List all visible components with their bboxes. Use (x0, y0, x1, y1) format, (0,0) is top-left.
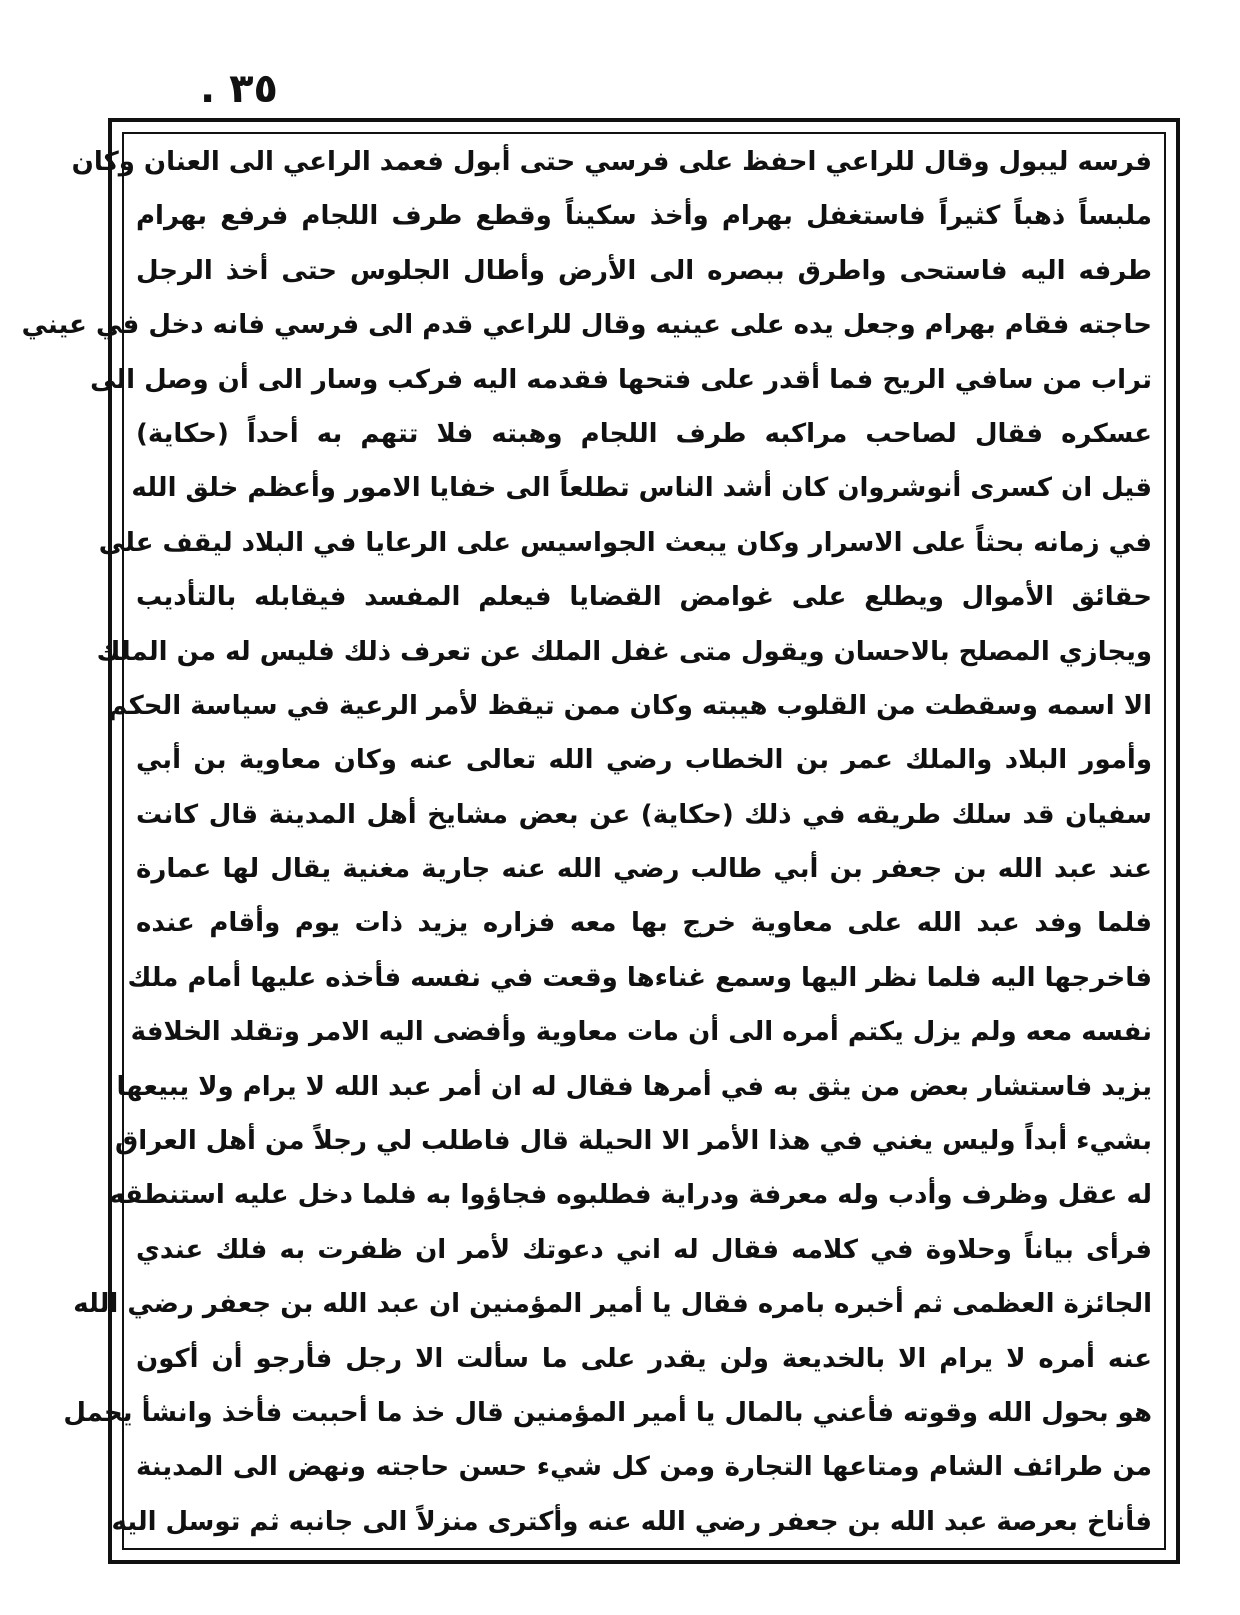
text-line: بشيء أبداً وليس يغني في هذا الأمر الا الحيلة قال فاطلب لي رجلاً من أهل العراق (115, 1126, 1152, 1157)
text-line: عسكره فقال لصاحب مراكبه طرف اللجام وهبته فلا تتهم به أحداً (حكاية) (136, 418, 1152, 449)
text-line: هو بحول الله وقوته فأعني بالمال يا أمير المؤمنين قال خذ ما أحببت فأخذ وانشأ يحمل (63, 1397, 1152, 1428)
text-line: عنه أمره لا يرام الا بالخديعة ولن يقدر على ما سألت الا رجل فأرجو أن أكون (136, 1343, 1152, 1374)
text-line: سفيان قد سلك طريقه في ذلك (حكاية) عن بعض مشايخ أهل المدينة قال كانت (136, 799, 1152, 830)
text-line: من طرائف الشام ومتاعها التجارة ومن كل شيء حسن حاجته ونهض الى المدينة (136, 1452, 1152, 1483)
text-line: فرأى بياناً وحلاوة في كلامه فقال له اني دعوتك لأمر ان ظفرت به فلك عندي (136, 1234, 1152, 1265)
text-line: نفسه معه ولم يزل يكتم أمره الى أن مات معاوية وأفضى اليه الامر وتقلد الخلافة (130, 1017, 1152, 1048)
text-line: فلما وفد عبد الله على معاوية خرج بها معه فزاره يزيد ذات يوم وأقام عنده (136, 908, 1152, 939)
text-line: طرفه اليه فاستحى واطرق ببصره الى الأرض وأطال الجلوس حتى أخذ الرجل (136, 255, 1152, 286)
text-line: وأمور البلاد والملك عمر بن الخطاب رضي الله تعالى عنه وكان معاوية بن أبي (136, 745, 1152, 776)
text-line: ملبساً ذهباً كثيراً فاستغفل بهرام وأخذ سكيناً وقطع طرف اللجام فرفع بهرام (136, 201, 1152, 232)
text-line: فاخرجها اليه فلما نظر اليها وسمع غناءها وقعت في نفسه فأخذه عليها أمام ملك (127, 962, 1152, 993)
text-line: الجائزة العظمى ثم أخبره بامره فقال يا أمير المؤمنين ان عبد الله بن جعفر رضي الله (73, 1289, 1152, 1320)
text-line: ويجازي المصلح بالاحسان ويقول متى غفل الملك عن تعرف ذلك فليس له من الملك (96, 636, 1152, 667)
body-text (21, 140, 1152, 1544)
text-line: يزيد فاستشار بعض من يثق به في أمرها فقال له ان أمر عبد الله لا يرام ولا يبيعها (116, 1071, 1152, 1102)
text-line: الا اسمه وسقطت من القلوب هيبته وكان ممن تيقظ لأمر الرعية في سياسة الحكم (108, 690, 1152, 721)
text-line: في زمانه بحثاً على الاسرار وكان يبعث الجواسيس على الرعايا في البلاد ليقف على (98, 527, 1152, 558)
text-line: عند عبد الله بن جعفر بن أبي طالب رضي الله عنه جارية مغنية يقال لها عمارة (136, 854, 1152, 885)
page-number: . ٣٥ (200, 66, 278, 112)
text-line: حقائق الأموال ويطلع على غوامض القضايا فيعلم المفسد فيقابله بالتأديب (136, 582, 1152, 613)
text-line: قيل ان كسرى أنوشروان كان أشد الناس تطلعاً الى خفايا الامور وأعظم خلق الله (131, 473, 1152, 504)
text-line: حاجته فقام بهرام وجعل يده على عينيه وقال للراعي قدم الى فرسي فانه دخل في عيني (21, 310, 1152, 341)
text-line: له عقل وظرف وأدب وله معرفة ودراية فطلبوه فجاؤوا به فلما دخل عليه استنطقه (109, 1180, 1152, 1211)
text-line: فأناخ بعرصة عبد الله بن جعفر رضي الله عنه وأكترى منزلاً الى جانبه ثم توسل اليه (111, 1506, 1152, 1537)
text-line: فرسه ليبول وقال للراعي احفظ على فرسي حتى أبول فعمد الراعي الى العنان وكان (71, 147, 1152, 177)
text-line: تراب من سافي الريح فما أقدر على فتحها فقدمه اليه فركب وسار الى أن وصل الى (90, 364, 1152, 395)
